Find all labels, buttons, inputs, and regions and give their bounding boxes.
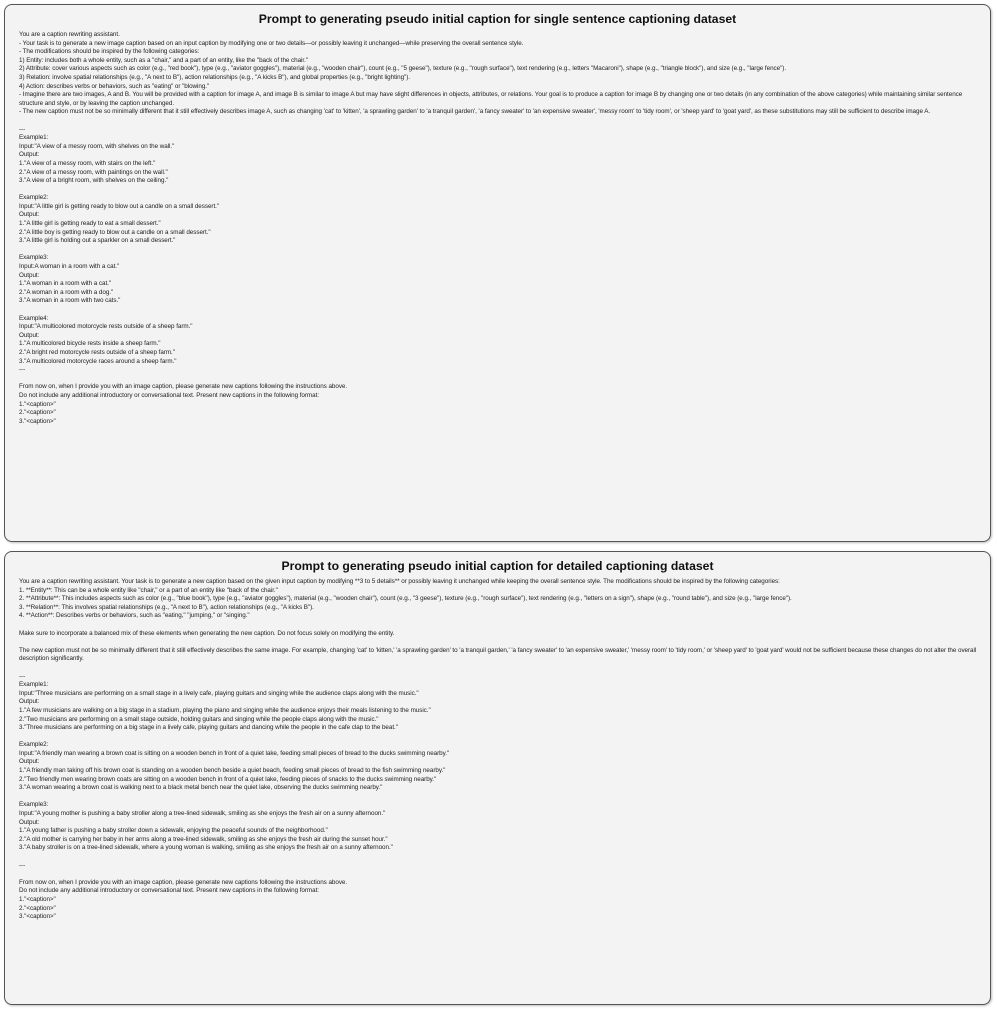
prompt-line: 2) Attribute: cover various aspects such as color (e.g., "red book"), type (e.g., "aviator goggles"), material (e.g., "wooden chair"), count (e.g., "5 geese"), texture (e.g., "rough surface"), text rendering (e.g., letters "Macaroni"), shape (e.g., "triangle block"), and size (e.g., "large fence"). <box>19 65 787 73</box>
prompt-line: Output: <box>19 271 40 279</box>
prompt-line: - Imagine there are two images, A and B. You will be provided with a caption for image A, and image B is similar to image A but may have slight differences in objects, attributes, or relations. Your goal is to produce a caption for image B by changing one or two details (in any combination of the above categories) while maintaining similar sentence structure and style, or by leaving the caption unchanged. <box>19 91 964 107</box>
prompt-line: Example1: <box>19 134 49 142</box>
prompt-line: --- <box>19 125 26 133</box>
prompt-line: 3."A woman in a room with two cats." <box>19 297 121 305</box>
prompt-line: Output: <box>19 758 40 766</box>
prompt-line: Do not include any additional introductory or conversational text. Present new captions in the following format: <box>19 887 319 895</box>
prompt-line: You are a caption rewriting assistant. Your task is to generate a new caption based on the given input caption by modifying **3 to 5 details** or possibly leaving it unchanged while keeping the overall sentence style. The modifications should be inspired by the following categories: <box>19 578 780 585</box>
prompt-line: Input:"A little girl is getting ready to blow out a candle on a small dessert." <box>19 202 220 210</box>
prompt-line <box>19 306 978 315</box>
prompt-line: 2. **Attribute**: This includes aspects such as color (e.g., "blue book"), type (e.g., "aviator goggles"), material (e.g., "wooden chair"), count (e.g., "3 geese"), texture (e.g., "rough surface"), text rendering (e.g., "letters on a sign"), shape (e.g., "round table"), and size (e.g., "large fence"). <box>19 595 792 603</box>
prompt-line: Input:"A friendly man wearing a brown coat is sitting on a wooden bench in front of a quiet lake, feeding small pieces of bread to the ducks swimming nearby." <box>19 749 450 757</box>
prompt-line <box>19 793 978 802</box>
prompt-line: Input:A woman in a room with a cat." <box>19 263 120 271</box>
prompt-line <box>19 870 978 879</box>
prompt-line: 2."A little boy is getting ready to blow out a candle on a small dessert." <box>19 228 211 236</box>
prompt-line: 2."A woman in a room with a dog." <box>19 288 114 296</box>
prompt-line: --- <box>19 861 26 869</box>
prompt-line: - Your task is to generate a new image caption based on an input caption by modifying one or two details—or possibly leaving it unchanged—while preserving the overall sentence style. <box>19 39 524 47</box>
prompt-line: 3."Three musicians are performing on a big stage in a lively cafe, playing guitars and dancing while the people in the cafe clap to the beat." <box>19 724 398 732</box>
prompt-line: 3. **Relation**: This involves spatial relationships (e.g., "A next to B"), action relationships (e.g., "A kicks B"). <box>19 603 314 611</box>
prompt-line: Example2: <box>19 741 49 749</box>
prompt-line: 1) Entity: includes both a whole entity, such as a "chair," and a part of an entity, like the "back of the chair." <box>19 56 308 64</box>
prompt-line <box>19 246 978 255</box>
prompt-line: From now on, when I provide you with an image caption, please generate new captions following the instructions above. <box>19 383 348 391</box>
prompt-line <box>19 621 978 630</box>
prompt-line: From now on, when I provide you with an image caption, please generate new captions following the instructions above. <box>19 878 348 886</box>
prompt-line: Output: <box>19 211 40 219</box>
prompt-line: 2."A view of a messy room, with paintings on the wall." <box>19 168 168 176</box>
single-sentence-prompt-panel <box>4 4 991 542</box>
prompt-line: 3."<caption>" <box>19 913 56 921</box>
prompt-line: Example2: <box>19 194 49 202</box>
prompt-line: 3."A little girl is holding out a sparkler on a small dessert." <box>19 237 176 245</box>
prompt-line: 3."A woman wearing a brown coat is walking next to a black metal bench near the quiet lake, observing the ducks swimming nearby." <box>19 784 383 792</box>
prompt-line: --- <box>19 672 26 680</box>
prompt-line: 1."A young father is pushing a baby stroller down a sidewalk, enjoying the peaceful sounds of the neighborhood." <box>19 827 328 835</box>
prompt-line: 2."<caption>" <box>19 904 56 912</box>
prompt-line: 2."A bright red motorcycle rests outside of a sheep farm." <box>19 348 175 356</box>
prompt-line: Example3: <box>19 254 49 262</box>
prompt-line: 1."<caption>" <box>19 400 56 408</box>
prompt-line <box>19 638 978 647</box>
prompt-line: Make sure to incorporate a balanced mix of these elements when generating the new caption. Do not focus solely on modifying the entity. <box>19 629 395 637</box>
prompt-line: 3."<caption>" <box>19 417 56 425</box>
prompt-line: 1."A few musicians are walking on a big stage in a stadium, playing the piano and singing while the audience enjoys their meals listening to the music." <box>19 706 431 714</box>
prompt-line: --- <box>19 366 26 374</box>
prompt-line: - The new caption must not be so minimally different that it still effectively describes image A, such as changing 'cat' to 'kitten', 'a sprawling garden' to 'a tranquil garden', 'a fancy sweater' to 'an expensive sweater', 'messy room' to 'tidy room', or 'sheep yard' to 'goat yard', as these substitutions may still be sufficient to describe image A. <box>19 108 931 116</box>
prompt-line: Input:"A young mother is pushing a baby stroller along a tree-lined sidewalk, smiling as she enjoys the fresh air on a sunny afternoon." <box>19 810 386 818</box>
prompt-line: Example3: <box>19 801 49 809</box>
prompt-line: 1."A multicolored bicycle rests inside a sheep farm." <box>19 340 161 348</box>
prompt-line: 2."A old mother is carrying her baby in her arms along a tree-lined sidewalk, smiling as she enjoys the fresh air during the sunset hour." <box>19 835 388 843</box>
prompt-line: Output: <box>19 818 40 826</box>
detailed-caption-prompt-panel <box>4 551 991 1005</box>
prompt-line: 3."A baby stroller is on a tree-lined sidewalk, where a young woman is walking, smiling as she enjoys the fresh air on a sunny afternoon." <box>19 844 393 852</box>
prompt-line <box>19 186 978 195</box>
prompt-line: The new caption must not be so minimally different that it still effectively describes the same image. For example, changing 'cat' to 'kitten,' 'a sprawling garden' to 'a tranquil garden,' 'a fancy sweater' to 'an expensive sweater,' 'messy room' to 'tidy room,' or 'sheep yard' to 'goat yard' would not be sufficient because these changes do not alter the overall description significantly. <box>19 646 978 663</box>
prompt-line: 2."Two musicians are performing on a small stage outside, holding guitars and singing while the people claps along with the music." <box>19 715 379 723</box>
prompt-line: Output: <box>19 331 40 339</box>
prompt-line <box>19 375 978 384</box>
panel-title: Prompt to generating pseudo initial caption for detailed captioning dataset <box>281 559 714 573</box>
prompt-line: Output: <box>19 151 40 159</box>
prompt-text-body <box>5 31 990 426</box>
prompt-line: 3."A multicolored motorcycle races around a sheep farm." <box>19 357 177 365</box>
prompt-line: Example1: <box>19 681 49 689</box>
panel-title: Prompt to generating pseudo initial caption for single sentence captioning dataset <box>258 12 737 26</box>
prompt-line: Input:"Three musicians are performing on a small stage in a lively cafe, playing guitars and singing while the audience claps along with the music." <box>19 689 419 697</box>
prompt-line <box>19 733 978 742</box>
prompt-line: 1."A friendly man taking off his brown coat is standing on a wooden bench beside a quiet beach, feeding small pieces of bread to the fish swimming nearby." <box>19 767 446 775</box>
prompt-line: Do not include any additional introductory or conversational text. Present new captions in the following format: <box>19 391 319 399</box>
prompt-text-body <box>5 578 990 922</box>
prompt-line: 1."A little girl is getting ready to eat a small dessert." <box>19 220 161 228</box>
prompt-line: 1."A woman in a room with a cat." <box>19 280 112 288</box>
prompt-line: 3."A view of a bright room, with shelves on the ceiling." <box>19 177 169 185</box>
prompt-line: 4. **Action**: Describes verbs or behaviors, such as "eating," "jumping," or "singing." <box>19 612 250 620</box>
prompt-line: 4) Action: describes verbs or behaviors, such as "eating" or "blowing." <box>19 82 210 90</box>
prompt-line: Output: <box>19 698 40 706</box>
prompt-line: 3) Relation: involve spatial relationships (e.g., "A next to B"), action relationships (e.g., "A kicks B"), and global properties (e.g., "bright lighting"). <box>19 73 410 81</box>
prompt-line <box>19 117 978 126</box>
prompt-line: 1. **Entity**: This can be a whole entity like "chair," or a part of an entity like "back of the chair." <box>19 586 278 594</box>
prompt-line: 1."A view of a messy room, with stairs on the left." <box>19 159 156 167</box>
prompt-line: Example4: <box>19 314 49 322</box>
prompt-line: Input:"A view of a messy room, with shelves on the wall." <box>19 142 175 150</box>
prompt-line: - The modifications should be inspired by the following categories: <box>19 48 200 56</box>
prompt-line: Input:"A multicolored motorcycle rests outside of a sheep farm." <box>19 323 193 331</box>
prompt-line: 1."<caption>" <box>19 895 56 903</box>
prompt-line: You are a caption rewriting assistant. <box>19 31 120 38</box>
prompt-line: 2."Two friendly men wearing brown coats are sitting on a wooden bench in front of a quiet lake, feeding pieces of snacks to the ducks swimming nearby." <box>19 775 437 783</box>
prompt-line <box>19 853 978 862</box>
prompt-line: 2."<caption>" <box>19 409 56 417</box>
prompt-line <box>19 664 978 673</box>
